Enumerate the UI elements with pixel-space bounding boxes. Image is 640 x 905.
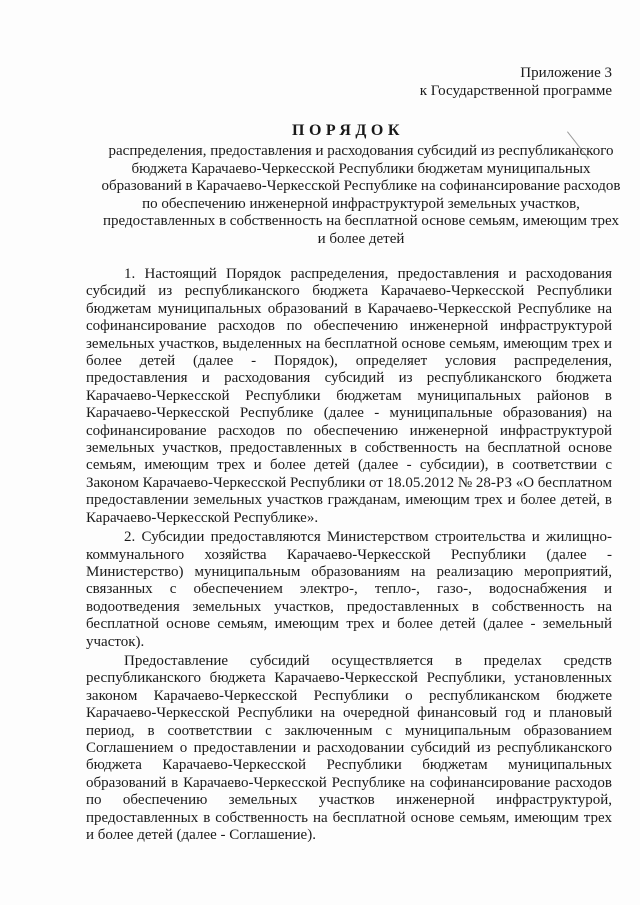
document-title: ПОРЯДОК (292, 122, 404, 139)
paragraph-3: Предоставление субсидий осуществляется в пределах средств республиканского бюджета Карачаево-Черкесской Республики, установленных законом Карачаево-Черкесской Республики о республиканском бюджете Карачаево-Черкесской Республики на очередной финансовый год и плановый период, в соответствии с заключенным с муниципальным образованием Соглашением о предоставлении и расходовании субсидий из республиканского бюджета Карачаево-Черкесской Республики бюджетам муниципальных образований в Карачаево-Черкесской Республике на софинансирование расходов по обеспечению земельных участков инженерной инфраструктурой, предоставленных в собственность на бесплатной основе семьям, имеющим трех и более детей (далее - Соглашение). (86, 652, 612, 843)
document-body (86, 266, 612, 844)
appendix-line-2: к Государственной программе (419, 83, 612, 99)
appendix-line-1: Приложение 3 (520, 65, 612, 81)
paragraph-2: 2. Субсидии предоставляются Министерством строительства и жилищно-коммунального хозяйства Карачаево-Черкесской Республики (далее - Министерство) муниципальным образованиям на реализацию мероприятий, связанных с обеспечением электро-, тепло-, газо-, водоснабжения и водоотведения земельных участков, предоставленных в собственность на бесплатной основе семьям, имеющим трех и более детей (далее - земельный участок). (86, 529, 612, 650)
document-subtitle: распределения, предоставления и расходования субсидий из республиканского бюджета Карачаево-Черкесской Республики бюджетам муниципальных образований в Карачаево-Черкесской Республике на софинансирование расходов по обеспечению инженерной инфраструктурой земельных участков, предоставленных в собственность на бесплатной основе семьям, имеющим трех и более детей (101, 143, 621, 247)
paragraph-1: 1. Настоящий Порядок распределения, предоставления и расходования субсидий из республиканского бюджета Карачаево-Черкесской Республики бюджетам муниципальных образований в Карачаево-Черкесской Республике на софинансирование расходов по обеспечению инженерной инфраструктурой земельных участков, выделенных на бесплатной основе семьям, имеющим трех и более детей (далее - Порядок), определяет условия распределения, предоставления и расходования субсидий из республиканского бюджета Карачаево-Черкесской Республики бюджетам муниципальных районов в Карачаево-Черкесской Республике (далее - муниципальные образования) на софинансирование расходов по обеспечению инженерной инфраструктурой земельных участков, предоставленных в собственность на бесплатной основе семьям, имеющим трех и более детей (далее - субсидии), в соответствии с Законом Карачаево-Черкесской Республики от 18.05.2012 № 28-РЗ «О бесплатном предоставлении земельных участков гражданам, имеющим трех и более детей, в Карачаево-Черкесской Республике». (86, 266, 612, 526)
appendix-note (420, 64, 612, 100)
